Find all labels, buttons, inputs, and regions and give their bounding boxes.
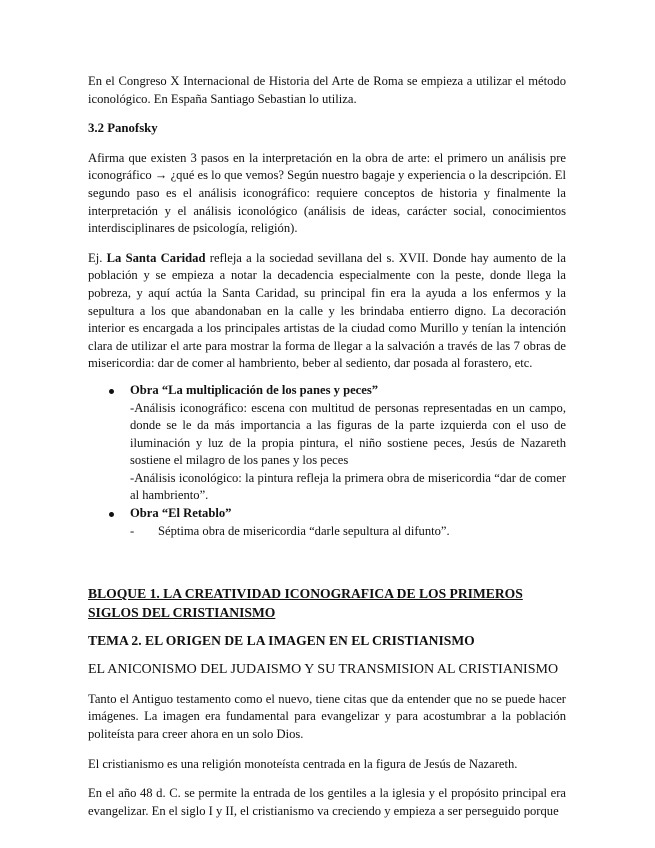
heading-panofsky: 3.2 Panofsky [88, 121, 158, 136]
list-item [88, 382, 566, 505]
obra-panes-iconologico: -Análisis iconológico: la pintura refleja la primera obra de misericordia “dar de comer al hambriento”. [130, 470, 566, 503]
bullet-icon [109, 389, 114, 394]
bloque-heading: BLOQUE 1. LA CREATIVIDAD ICONOGRAFICA DE LOS PRIMEROS SIGLOS DEL CRISTIANISMO [88, 586, 523, 621]
santa-caridad-bold: La Santa Caridad [106, 250, 206, 265]
obra-panes-iconografico: -Análisis iconográfico: escena con multitud de personas representadas en un campo, donde se le da más importancia a las figuras de la parte izquierda con el uso de iluminación y luz de la propia pintura, el niño sostiene peces, Jesús de Nazareth sostiene el milagro de los panes y los peces [130, 400, 566, 468]
intro-paragraph: En el Congreso X Internacional de Historia del Arte de Roma se empieza a utilizar el método iconológico. En España Santiago Sebastian lo utiliza. [88, 74, 566, 106]
list-item [88, 505, 566, 540]
testamento-paragraph: Tanto el Antiguo testamento como el nuevo, tiene citas que da entender que no se puede hacer imágenes. La imagen era fundamental para evangelizar y para acostumbrar a la población politeísta para creer ahora en un solo Dios. [88, 691, 566, 742]
gentiles-paragraph: En el año 48 d. C. se permite la entrada de los gentiles a la iglesia y el propósito principal era evangelizar. En el siglo I y II, el cristianismo va creciendo y empieza a ser perseguido porque [88, 786, 566, 818]
retablo-subitem-text: Séptima obra de misericordia “darle sepultura al difunto”. [158, 523, 450, 538]
dash-marker: - [130, 523, 135, 538]
obras-list [88, 382, 566, 540]
aniconismo-heading: EL ANICONISMO DEL JUDAISMO Y SU TRANSMISION AL CRISTIANISMO [88, 661, 559, 677]
santa-caridad-text: refleja a la sociedad sevillana del s. XVII. Donde hay aumento de la población y se empieza a notar la decadencia especialmente con la peste, donde llega la pobreza, y aquí actúa la Santa Caridad, su principal fin era la ayuda a los enfermos y la sepultura a los que abandonaban en la calle y les brindaba entierro digno. La decoración interior es encargada a los principales artistas de la ciudad como Murillo y tenían la intención clara de utilizar el arte para mostrar la forma de llegar a la salvación a través de las 7 obras de misericordia: dar de comer al hambriento, beber al sediento, dar posada al forastero, etc. [88, 250, 566, 371]
obra-panes-title: Obra “La multiplicación de los panes y peces” [130, 382, 379, 397]
bullet-icon [109, 512, 114, 517]
example-prefix: Ej. [88, 250, 107, 265]
cristianismo-paragraph: El cristianismo es una religión monoteísta centrada en la figura de Jesús de Nazareth. [88, 756, 518, 771]
obra-retablo-title: Obra “El Retablo” [130, 506, 232, 521]
retablo-subitem [130, 523, 566, 541]
document-page [88, 73, 566, 820]
tema-heading: TEMA 2. EL ORIGEN DE LA IMAGEN EN EL CRISTIANISMO [88, 633, 475, 649]
santa-caridad-paragraph [88, 250, 566, 373]
panofsky-paragraph: Afirma que existen 3 pasos en la interpretación en la obra de arte: el primero un análisis pre iconográfico → ¿qué es lo que vemos? Según nuestro bagaje y experiencia o la descripción. El segundo paso es el análisis iconográfico: requiere conceptos de historia y finalmente la interpretación y el análisis iconológico (análisis de ideas, carácter social, conocimientos interdisciplinares de psicología, religión). [88, 150, 566, 236]
